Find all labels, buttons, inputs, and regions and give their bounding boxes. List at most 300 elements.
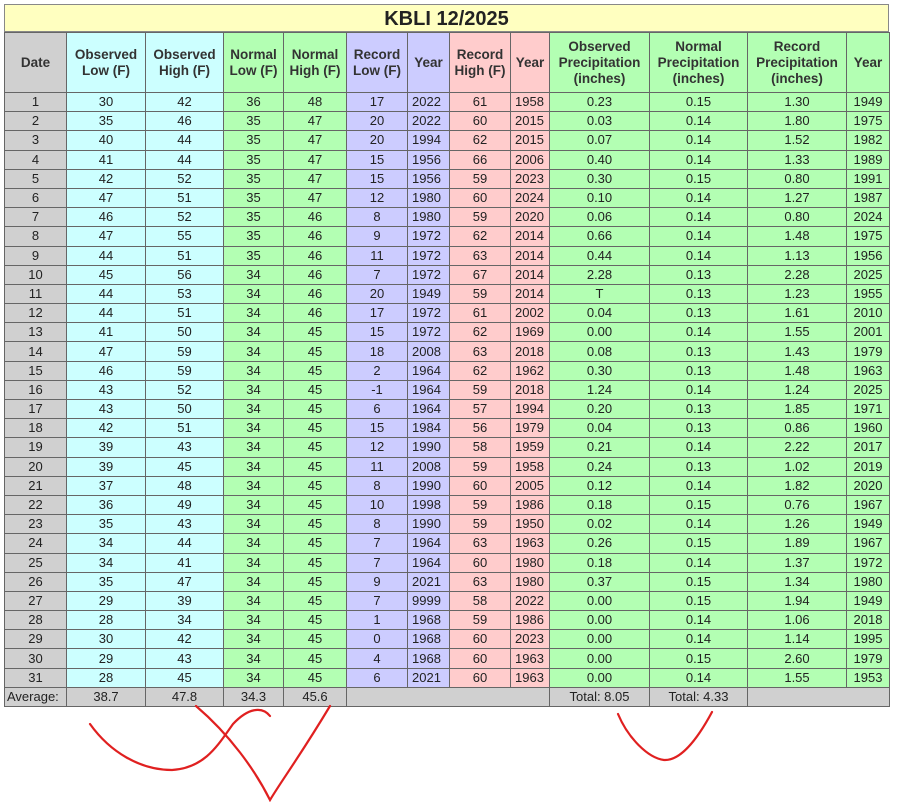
cell-observed-precip: 0.66 [550,227,650,246]
cell-normal-low: 35 [224,246,284,265]
cell-observed-low: 42 [67,419,146,438]
cell-normal-low: 34 [224,534,284,553]
cell-observed-precip: 0.02 [550,515,650,534]
scribble-stroke-right [618,712,712,760]
cell-observed-precip: 0.30 [550,361,650,380]
cell-normal-high: 46 [284,284,347,303]
cell-record-low: 15 [347,150,408,169]
cell-observed-high: 45 [146,668,224,687]
cell-record-precip-year: 1963 [847,361,890,380]
cell-record-low-year: 2008 [408,342,450,361]
cell-normal-precip: 0.13 [650,400,748,419]
cell-record-high-year: 1979 [511,419,550,438]
cell-observed-low: 35 [67,572,146,591]
col-header-record-low-year: Year [408,33,450,93]
cell-normal-precip: 0.14 [650,553,748,572]
cell-record-high-year: 1962 [511,361,550,380]
cell-record-low: 7 [347,534,408,553]
cell-normal-precip: 0.14 [650,515,748,534]
table-title: KBLI 12/2025 [4,4,889,32]
cell-normal-high: 45 [284,630,347,649]
cell-record-precip: 1.61 [748,304,847,323]
cell-observed-low: 44 [67,284,146,303]
cell-normal-precip: 0.14 [650,668,748,687]
cell-date: 23 [5,515,67,534]
cell-observed-low: 47 [67,188,146,207]
cell-record-precip-year: 1971 [847,400,890,419]
cell-normal-precip: 0.15 [650,169,748,188]
cell-record-high: 59 [450,611,511,630]
cell-normal-high: 46 [284,304,347,323]
cell-record-precip: 1.23 [748,284,847,303]
cell-record-high: 59 [450,515,511,534]
cell-normal-precip: 0.13 [650,304,748,323]
cell-date: 14 [5,342,67,361]
cell-observed-high: 43 [146,515,224,534]
cell-normal-low: 35 [224,150,284,169]
cell-record-low: 8 [347,515,408,534]
cell-normal-high: 45 [284,476,347,495]
cell-record-high: 67 [450,265,511,284]
cell-normal-precip: 0.14 [650,438,748,457]
cell-observed-high: 59 [146,342,224,361]
cell-normal-low: 34 [224,668,284,687]
cell-record-low: 12 [347,188,408,207]
cell-normal-low: 34 [224,265,284,284]
cell-record-low: 4 [347,649,408,668]
cell-record-precip: 0.86 [748,419,847,438]
col-header-observed-high: Observed High (F) [146,33,224,93]
cell-record-precip-year: 1979 [847,342,890,361]
cell-record-precip-year: 1967 [847,495,890,514]
cell-record-high-year: 1958 [511,93,550,112]
cell-record-high: 62 [450,227,511,246]
cell-observed-precip: 0.04 [550,304,650,323]
cell-record-low-year: 1980 [408,188,450,207]
cell-observed-precip: 0.18 [550,553,650,572]
cell-observed-high: 44 [146,150,224,169]
cell-observed-high: 43 [146,649,224,668]
cell-record-low-year: 2021 [408,668,450,687]
cell-date: 27 [5,591,67,610]
cell-observed-high: 50 [146,323,224,342]
cell-record-low: 9 [347,572,408,591]
cell-date: 25 [5,553,67,572]
cell-record-low-year: 1972 [408,265,450,284]
cell-observed-precip: 0.23 [550,93,650,112]
cell-observed-low: 41 [67,323,146,342]
cell-record-precip: 1.52 [748,131,847,150]
cell-observed-high: 55 [146,227,224,246]
cell-observed-high: 51 [146,304,224,323]
cell-observed-high: 50 [146,400,224,419]
cell-observed-low: 30 [67,93,146,112]
cell-record-high-year: 2018 [511,342,550,361]
cell-record-precip-year: 1975 [847,112,890,131]
average-label: Average: [5,687,67,706]
cell-record-high-year: 1994 [511,400,550,419]
scribble-stroke-left [90,710,270,770]
cell-record-precip-year: 1979 [847,649,890,668]
cell-observed-low: 28 [67,611,146,630]
cell-observed-precip: 0.00 [550,630,650,649]
cell-record-low-year: 1990 [408,515,450,534]
cell-date: 17 [5,400,67,419]
cell-date: 19 [5,438,67,457]
cell-record-precip: 1.13 [748,246,847,265]
cell-record-high-year: 1980 [511,572,550,591]
cell-normal-high: 47 [284,169,347,188]
cell-observed-high: 48 [146,476,224,495]
cell-record-high: 60 [450,188,511,207]
cell-observed-precip: 0.21 [550,438,650,457]
cell-observed-precip: 0.00 [550,591,650,610]
cell-normal-low: 34 [224,419,284,438]
cell-record-low-year: 1964 [408,553,450,572]
cell-normal-high: 47 [284,131,347,150]
cell-observed-low: 34 [67,553,146,572]
cell-record-precip-year: 2024 [847,208,890,227]
cell-observed-precip: 0.24 [550,457,650,476]
cell-record-high: 56 [450,419,511,438]
cell-record-low-year: 2022 [408,93,450,112]
cell-normal-high: 45 [284,553,347,572]
cell-normal-precip: 0.13 [650,284,748,303]
cell-normal-low: 36 [224,93,284,112]
cell-normal-precip: 0.14 [650,611,748,630]
cell-normal-low: 34 [224,323,284,342]
cell-normal-precip: 0.15 [650,495,748,514]
cell-record-low: 6 [347,400,408,419]
cell-record-precip: 0.80 [748,169,847,188]
cell-record-high-year: 1986 [511,611,550,630]
cell-normal-precip: 0.14 [650,112,748,131]
cell-date: 2 [5,112,67,131]
cell-record-precip: 1.55 [748,323,847,342]
cell-normal-low: 34 [224,515,284,534]
cell-observed-precip: 0.40 [550,150,650,169]
cell-observed-high: 43 [146,438,224,457]
cell-record-precip: 1.48 [748,227,847,246]
cell-observed-low: 28 [67,668,146,687]
cell-normal-low: 34 [224,457,284,476]
cell-record-low: 15 [347,169,408,188]
cell-record-high: 59 [450,495,511,514]
cell-record-high-year: 2014 [511,227,550,246]
cell-record-low: 10 [347,495,408,514]
cell-normal-precip: 0.14 [650,227,748,246]
cell-observed-low: 47 [67,342,146,361]
cell-record-low-year: 9999 [408,591,450,610]
cell-record-high-year: 2006 [511,150,550,169]
cell-observed-low: 36 [67,495,146,514]
cell-normal-precip: 0.15 [650,591,748,610]
cell-observed-low: 44 [67,304,146,323]
cell-record-low: 15 [347,419,408,438]
cell-record-low: 17 [347,93,408,112]
cell-record-precip-year: 1949 [847,515,890,534]
cell-observed-high: 34 [146,611,224,630]
cell-normal-high: 45 [284,495,347,514]
cell-normal-high: 45 [284,649,347,668]
cell-record-high-year: 2015 [511,112,550,131]
cell-record-precip: 2.60 [748,649,847,668]
cell-record-high: 60 [450,476,511,495]
cell-date: 20 [5,457,67,476]
col-header-record-high-year: Year [511,33,550,93]
cell-record-precip: 1.55 [748,668,847,687]
cell-observed-precip: 0.00 [550,668,650,687]
cell-observed-high: 44 [146,534,224,553]
cell-normal-low: 34 [224,342,284,361]
cell-observed-high: 59 [146,361,224,380]
cell-record-low: 11 [347,457,408,476]
cell-date: 6 [5,188,67,207]
cell-record-low-year: 1990 [408,438,450,457]
cell-normal-low: 35 [224,208,284,227]
cell-normal-low: 34 [224,553,284,572]
average-observed-low: 38.7 [67,687,146,706]
col-header-observed-low: Observed Low (F) [67,33,146,93]
cell-date: 11 [5,284,67,303]
cell-date: 1 [5,93,67,112]
cell-normal-high: 45 [284,342,347,361]
cell-record-high-year: 1963 [511,534,550,553]
cell-record-low-year: 2022 [408,112,450,131]
cell-record-low-year: 1998 [408,495,450,514]
cell-normal-high: 45 [284,591,347,610]
cell-record-high: 63 [450,572,511,591]
cell-observed-low: 39 [67,457,146,476]
cell-record-precip-year: 2018 [847,611,890,630]
cell-record-precip-year: 1989 [847,150,890,169]
cell-record-precip: 1.24 [748,380,847,399]
cell-normal-high: 45 [284,457,347,476]
cell-record-precip: 1.27 [748,188,847,207]
cell-normal-high: 45 [284,515,347,534]
cell-observed-high: 56 [146,265,224,284]
cell-record-low: -1 [347,380,408,399]
cell-observed-precip: 0.03 [550,112,650,131]
average-normal-low: 34.3 [224,687,284,706]
cell-normal-precip: 0.14 [650,150,748,169]
col-header-date: Date [5,33,67,93]
cell-record-high: 59 [450,457,511,476]
cell-record-low: 6 [347,668,408,687]
cell-record-low: 8 [347,208,408,227]
cell-record-precip: 1.34 [748,572,847,591]
cell-observed-low: 40 [67,131,146,150]
cell-record-precip-year: 2019 [847,457,890,476]
cell-normal-high: 45 [284,611,347,630]
cell-date: 29 [5,630,67,649]
cell-record-precip: 1.89 [748,534,847,553]
cell-record-high-year: 2002 [511,304,550,323]
cell-record-precip: 1.48 [748,361,847,380]
col-header-observed-precip: Observed Precipitation (inches) [550,33,650,93]
cell-normal-precip: 0.14 [650,323,748,342]
cell-normal-precip: 0.14 [650,246,748,265]
cell-date: 30 [5,649,67,668]
cell-date: 5 [5,169,67,188]
cell-record-high-year: 2018 [511,380,550,399]
cell-date: 15 [5,361,67,380]
cell-normal-low: 34 [224,572,284,591]
cell-normal-low: 34 [224,284,284,303]
cell-record-low: 15 [347,323,408,342]
cell-normal-low: 34 [224,495,284,514]
cell-record-low: 8 [347,476,408,495]
cell-normal-precip: 0.15 [650,572,748,591]
cell-observed-low: 43 [67,380,146,399]
cell-record-low: 1 [347,611,408,630]
cell-record-high-year: 2023 [511,169,550,188]
cell-normal-low: 34 [224,304,284,323]
cell-normal-low: 34 [224,361,284,380]
col-header-record-precip-year: Year [847,33,890,93]
cell-normal-precip: 0.14 [650,208,748,227]
cell-normal-high: 45 [284,361,347,380]
cell-record-high: 60 [450,630,511,649]
cell-record-precip: 1.80 [748,112,847,131]
cell-record-precip: 1.14 [748,630,847,649]
cell-record-high-year: 1963 [511,668,550,687]
cell-record-low-year: 1968 [408,630,450,649]
cell-record-precip: 1.06 [748,611,847,630]
cell-normal-precip: 0.15 [650,534,748,553]
cell-normal-low: 35 [224,227,284,246]
cell-record-low: 20 [347,131,408,150]
col-header-record-low: Record Low (F) [347,33,408,93]
cell-record-high: 57 [450,400,511,419]
cell-observed-low: 29 [67,649,146,668]
cell-record-high: 63 [450,246,511,265]
cell-record-low-year: 1980 [408,208,450,227]
cell-observed-high: 53 [146,284,224,303]
cell-record-low: 12 [347,438,408,457]
cell-record-high-year: 2015 [511,131,550,150]
cell-record-high-year: 1969 [511,323,550,342]
cell-record-high: 58 [450,438,511,457]
cell-observed-high: 45 [146,457,224,476]
cell-record-precip: 0.76 [748,495,847,514]
cell-normal-low: 34 [224,611,284,630]
cell-record-low: 0 [347,630,408,649]
total-normal-precip: Total: 4.33 [650,687,748,706]
cell-record-high: 63 [450,534,511,553]
cell-observed-high: 52 [146,208,224,227]
cell-record-low-year: 1984 [408,419,450,438]
cell-record-precip-year: 2025 [847,265,890,284]
average-normal-high: 45.6 [284,687,347,706]
cell-normal-precip: 0.15 [650,649,748,668]
cell-date: 28 [5,611,67,630]
cell-record-high-year: 2024 [511,188,550,207]
cell-record-low-year: 1956 [408,150,450,169]
cell-normal-precip: 0.14 [650,131,748,150]
cell-observed-high: 46 [146,112,224,131]
cell-record-low-year: 2008 [408,457,450,476]
cell-record-low-year: 1972 [408,323,450,342]
cell-observed-high: 42 [146,630,224,649]
cell-normal-precip: 0.14 [650,188,748,207]
cell-record-high: 59 [450,169,511,188]
cell-record-high-year: 2014 [511,246,550,265]
cell-observed-precip: T [550,284,650,303]
cell-record-high: 61 [450,93,511,112]
cell-record-low: 20 [347,284,408,303]
cell-record-high-year: 1950 [511,515,550,534]
cell-observed-low: 42 [67,169,146,188]
cell-record-precip-year: 1972 [847,553,890,572]
cell-record-high-year: 2022 [511,591,550,610]
cell-observed-precip: 0.12 [550,476,650,495]
cell-record-high: 59 [450,208,511,227]
cell-date: 9 [5,246,67,265]
cell-observed-low: 44 [67,246,146,265]
cell-observed-low: 37 [67,476,146,495]
cell-normal-low: 34 [224,400,284,419]
cell-record-low: 9 [347,227,408,246]
cell-observed-high: 52 [146,169,224,188]
cell-record-high-year: 1958 [511,457,550,476]
cell-record-precip-year: 1955 [847,284,890,303]
cell-normal-high: 46 [284,246,347,265]
cell-date: 13 [5,323,67,342]
cell-record-high-year: 1986 [511,495,550,514]
cell-date: 7 [5,208,67,227]
cell-record-high: 66 [450,150,511,169]
cell-record-precip-year: 2001 [847,323,890,342]
cell-record-low: 20 [347,112,408,131]
cell-observed-precip: 0.20 [550,400,650,419]
cell-date: 4 [5,150,67,169]
cell-observed-precip: 0.00 [550,323,650,342]
cell-record-precip-year: 1980 [847,572,890,591]
cell-date: 12 [5,304,67,323]
cell-normal-low: 34 [224,476,284,495]
cell-normal-precip: 0.13 [650,457,748,476]
cell-observed-low: 46 [67,208,146,227]
cell-normal-high: 45 [284,572,347,591]
cell-record-high: 59 [450,284,511,303]
cell-record-precip-year: 1967 [847,534,890,553]
cell-record-high-year: 2020 [511,208,550,227]
cell-record-precip-year: 1956 [847,246,890,265]
cell-record-low-year: 1972 [408,304,450,323]
cell-record-low-year: 1972 [408,246,450,265]
cell-observed-high: 47 [146,572,224,591]
cell-record-high-year: 2014 [511,265,550,284]
cell-record-precip-year: 2020 [847,476,890,495]
cell-observed-precip: 0.00 [550,649,650,668]
col-header-normal-low: Normal Low (F) [224,33,284,93]
cell-record-high-year: 2005 [511,476,550,495]
cell-record-low-year: 1964 [408,534,450,553]
cell-record-low-year: 1972 [408,227,450,246]
scribble-stroke-cross [196,706,330,800]
cell-record-high: 60 [450,668,511,687]
cell-observed-low: 30 [67,630,146,649]
cell-record-precip: 1.85 [748,400,847,419]
cell-record-precip-year: 1949 [847,93,890,112]
cell-normal-precip: 0.13 [650,361,748,380]
cell-date: 26 [5,572,67,591]
cell-normal-precip: 0.14 [650,630,748,649]
cell-observed-low: 35 [67,515,146,534]
cell-record-precip: 1.30 [748,93,847,112]
cell-observed-precip: 0.08 [550,342,650,361]
